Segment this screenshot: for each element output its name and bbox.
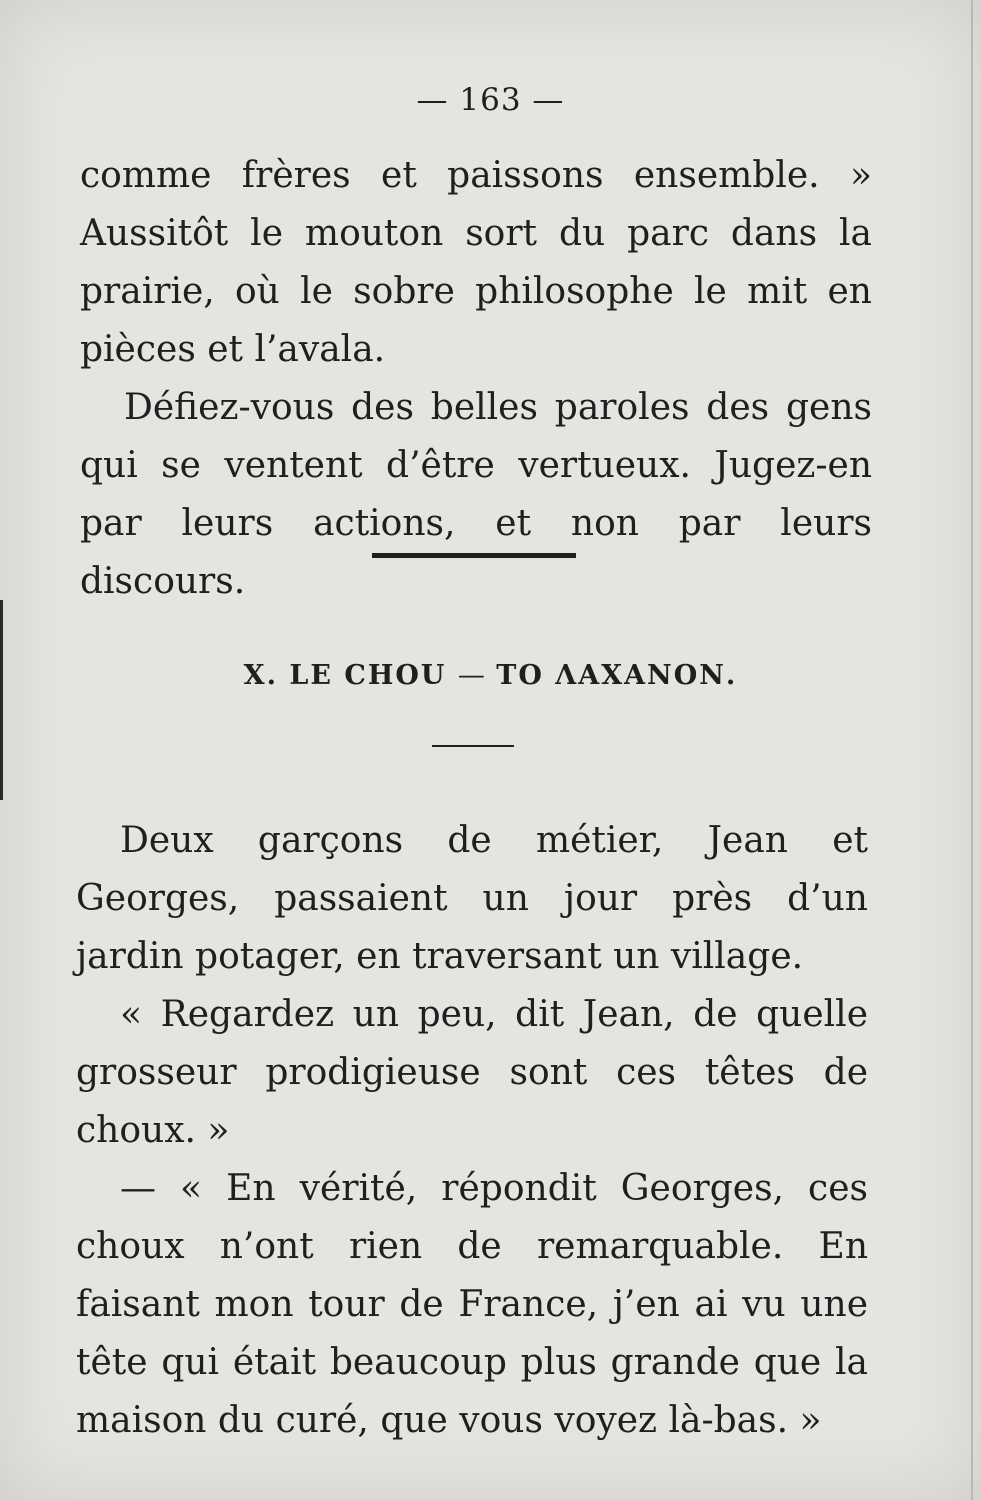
page-edge-shadow <box>0 600 3 800</box>
paragraph-georges: — « En vérité, répondit Georges, ces choux n’ont rien de remarquable. En faisant mon tour de France, j’en ai vu une tête qui était beaucoup plus grande que la maison du curé, que vous voyez là-bas. » <box>76 1168 868 1441</box>
section-title-french: X. LE CHOU <box>243 660 447 691</box>
paragraph-moral: Défiez-vous des belles paroles des gens qui se ventent d’être vertueux. Jugez-en par leurs actions, et non par leurs discours. <box>80 387 872 602</box>
paragraph-continuation: comme frères et paissons ensemble. » Aussitôt le mouton sort du parc dans la prairie, où le sobre philosophe le mit en pièces et l’avala. <box>80 155 872 370</box>
text-block-bottom <box>76 812 868 1450</box>
paragraph-intro: Deux garçons de métier, Jean et Georges, passaient un jour près d’un jardin potager, en traversant un village. <box>76 820 868 977</box>
page-number: — 163 — <box>416 82 565 118</box>
section-title <box>0 660 981 691</box>
text-block-top <box>80 147 872 611</box>
title-underline-rule <box>432 745 514 747</box>
page-gutter-line <box>971 0 973 1500</box>
section-divider-rule <box>372 553 576 558</box>
section-title-greek: TO ΛΑΧΑΝΟΝ. <box>496 660 738 691</box>
paragraph-jean: « Regardez un peu, dit Jean, de quelle grosseur prodigieuse sont ces têtes de choux. » <box>76 994 868 1151</box>
section-title-separator: — <box>457 660 485 691</box>
